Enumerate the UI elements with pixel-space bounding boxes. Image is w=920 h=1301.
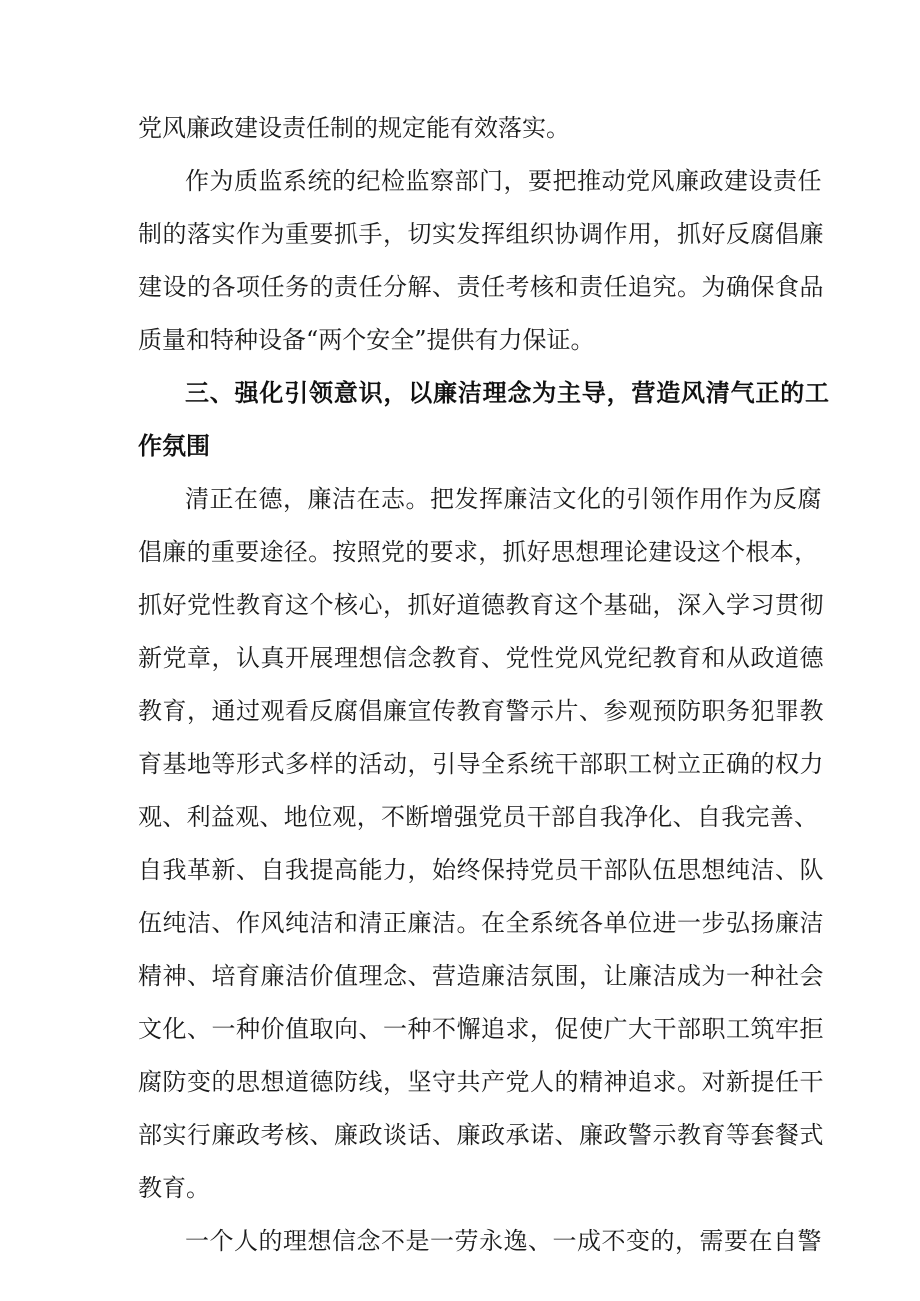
paragraph-line: 新党章，认真开展理想信念教育、党性党风党纪教育和从政道德 (138, 644, 824, 672)
paragraph-line: 腐防变的思想道德防线，坚守共产党人的精神追求。对新提任干 (138, 1068, 824, 1096)
paragraph-line: 观、利益观、地位观，不断增强党员干部自我净化、自我完善、 (138, 803, 819, 831)
paragraph-line: 制的落实作为重要抓手，切实发挥组织协调作用，抓好反腐倡廉 (138, 220, 824, 248)
paragraph-line: 部实行廉政考核、廉政谈话、廉政承诺、廉政警示教育等套餐式 (138, 1121, 824, 1149)
paragraph-line: 一个人的理想信念不是一劳永逸、一成不变的，需要在自警 (185, 1227, 822, 1255)
paragraph-line: 精神、培育廉洁价值理念、营造廉洁氛围，让廉洁成为一种社会 (138, 962, 824, 990)
paragraph-line: 抓好党性教育这个核心，抓好道德教育这个基础，深入学习贯彻 (138, 591, 824, 619)
paragraph-line: 文化、一种价值取向、一种不懈追求，促使广大干部职工筑牢拒 (138, 1015, 824, 1043)
paragraph-line: 质量和特种设备“两个安全”提供有力保证。 (138, 326, 595, 354)
paragraph-line: 伍纯洁、作风纯洁和清正廉洁。在全系统各单位进一步弘扬廉洁 (138, 909, 824, 937)
paragraph-line: 教育。 (138, 1174, 210, 1202)
section-heading: 作氛围 (138, 432, 210, 460)
paragraph-line: 作为质监系统的纪检监察部门，要把推动党风廉政建设责任 (185, 167, 822, 195)
paragraph-line: 教育，通过观看反腐倡廉宣传教育警示片、参观预防职务犯罪教 (138, 697, 824, 725)
paragraph-line: 自我革新、自我提高能力，始终保持党员干部队伍思想纯洁、队 (138, 856, 824, 884)
section-heading: 三、强化引领意识，以廉洁理念为主导，营造风清气正的工 (185, 379, 830, 407)
paragraph-line: 倡廉的重要途径。按照党的要求，抓好思想理论建设这个根本， (138, 538, 819, 566)
paragraph-line: 建设的各项任务的责任分解、责任考核和责任追究。为确保食品 (138, 273, 824, 301)
paragraph-line: 清正在德，廉洁在志。把发挥廉洁文化的引领作用作为反腐 (185, 485, 822, 513)
paragraph-line: 党风廉政建设责任制的规定能有效落实。 (138, 114, 570, 142)
paragraph-line: 育基地等形式多样的活动，引导全系统干部职工树立正确的权力 (138, 750, 824, 778)
